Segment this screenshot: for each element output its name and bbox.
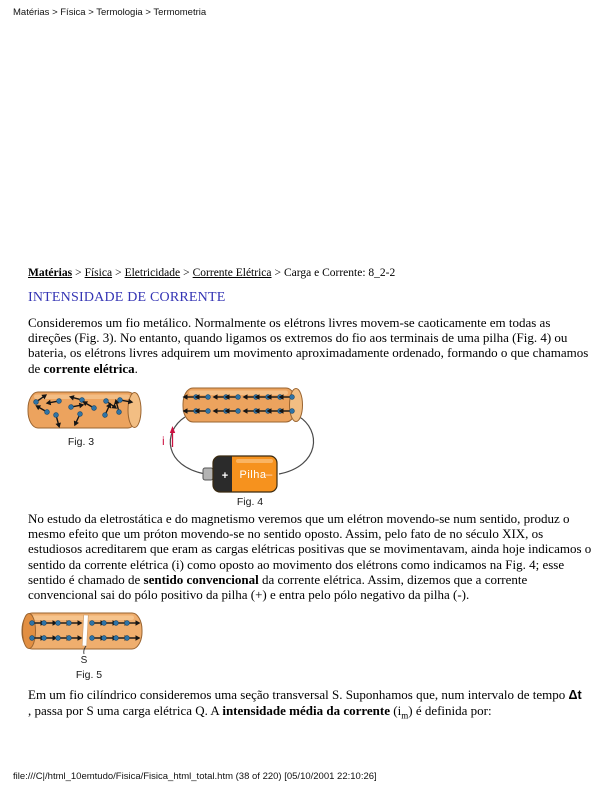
wire-highlight: [30, 616, 134, 621]
breadcrumb-separator: >: [115, 267, 122, 279]
paragraph-intensidade: [28, 687, 594, 724]
paragraph-text: No estudo da eletrostática e do magnetismo veremos que um elétron movendo-se num sentido, produz o mesmo efeito que um próton movendo-se no sentido oposto. Assim, pelo fato de no século XIX, os estudiosos acreditarem que eram as cargas elétricas positivas que se movimentavam, ainda hoje indicamos o sentido da corrente elétrica (i) como oposto ao movimento dos elétrons como indicamos na Fig. 4; esse sentido é chamado de: [28, 511, 592, 587]
breadcrumb: [28, 267, 395, 279]
bold-intensidade-media: intensidade média da corrente: [222, 703, 391, 719]
paragraph-text: Consideremos um fio metálico. Normalmente os elétrons livres movem-se caoticamente em todas as direções (Fig. 3). No entanto, quando ligamos os extremos do fio aos terminais de uma pilha (Fig. 4) ou bateria, os elétrons livres adquirem um movimento aproximadamente ordenado, formando o que chamamos de: [28, 315, 589, 376]
breadcrumb-separator: >: [183, 267, 190, 279]
battery-terminal: [203, 468, 213, 480]
file-path-footer: file:///C|/html_10emtudo/Fisica/Fisica_html_total.htm (38 of 220) [05/10/2001 22:10:26]: [13, 771, 377, 782]
paragraph-intro: [28, 315, 594, 376]
breadcrumb-top: Matérias > Física > Termologia > Termometria: [13, 7, 207, 18]
breadcrumb-separator: >: [75, 267, 82, 279]
paragraph-text: Em um fio cilíndrico consideremos uma seção transversal S. Suponhamos que, num intervalo de tempo: [28, 687, 569, 702]
fig5-caption: Fig. 5: [75, 669, 103, 681]
battery-label: Pilha: [239, 469, 267, 481]
wire-highlight: [189, 391, 288, 396]
figure-3-random-electrons: [20, 386, 160, 450]
figure-5-cross-section: [16, 609, 171, 685]
paragraph-convencional: [28, 511, 594, 602]
battery-minus-terminal: –: [265, 467, 273, 481]
fig3-caption: Fig. 3: [67, 436, 95, 448]
subscript-m: m: [401, 710, 409, 721]
left-wire: [170, 417, 205, 474]
wire-end-cap: [23, 614, 36, 649]
paragraph-text: ) é definida por:: [408, 703, 492, 719]
breadcrumb-link-materias[interactable]: Matérias: [28, 267, 73, 279]
breadcrumb-separator: >: [274, 267, 281, 279]
section-label: S: [80, 655, 88, 666]
bold-corrente-eletrica: corrente elétrica: [43, 360, 135, 376]
figure-4-battery-circuit: [152, 384, 337, 510]
wire-end-cap: [128, 393, 141, 428]
delta-t-symbol: Δt: [568, 688, 582, 702]
paragraph-text: .: [134, 360, 138, 376]
breadcrumb-link-eletricidade[interactable]: Eletricidade: [124, 267, 181, 279]
current-symbol: i: [162, 434, 165, 448]
breadcrumb-current-page: Carga e Corrente: 8_2-2: [284, 267, 396, 279]
paragraph-text: da corrente elétrica. Assim, dizemos que a corrente convencional sai do pólo positivo da pilha (+) e entra pelo pólo negativo da pilha (-).: [28, 571, 528, 603]
breadcrumb-link-fisica[interactable]: Física: [84, 267, 113, 279]
right-wire: [279, 416, 314, 474]
paragraph-text: (i: [390, 703, 402, 719]
current-arrow: [162, 426, 175, 448]
breadcrumb-link-corrente-eletrica[interactable]: Corrente Elétrica: [192, 267, 272, 279]
paragraph-text: , passa por S uma carga elétrica Q. A: [28, 703, 223, 719]
page-title: INTENSIDADE DE CORRENTE: [28, 290, 226, 305]
battery: [203, 456, 277, 492]
bold-sentido-convencional: sentido convencional: [143, 571, 259, 587]
fig4-caption: Fig. 4: [236, 496, 264, 508]
wire-end-cap: [290, 389, 303, 422]
battery-highlight: [236, 459, 273, 463]
battery-plus-terminal: +: [221, 470, 229, 482]
